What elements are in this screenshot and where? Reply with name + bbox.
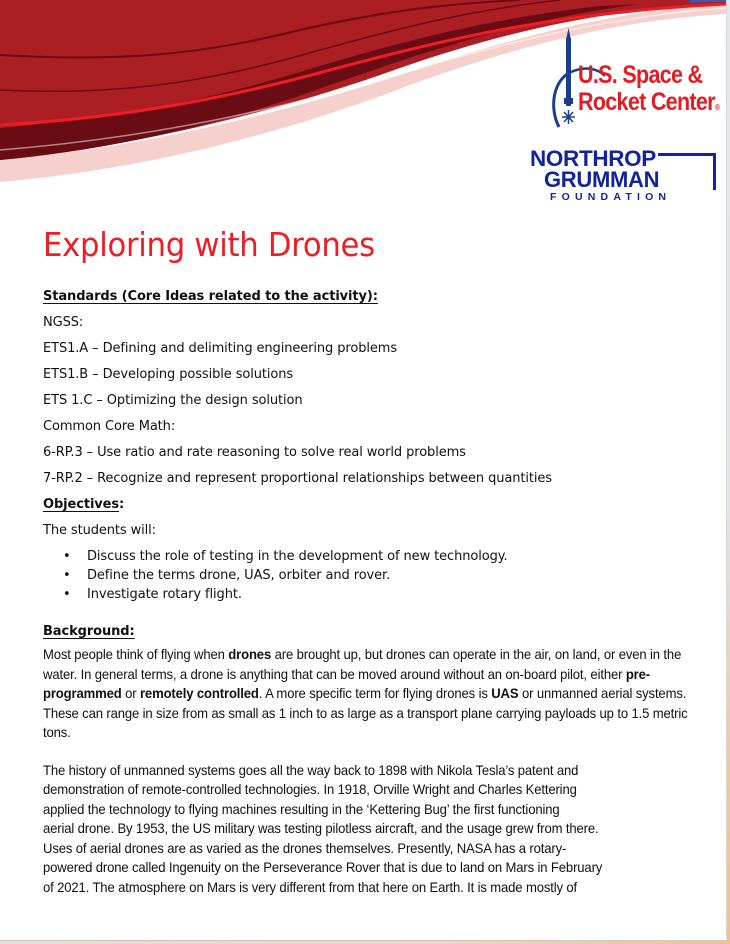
document-body bbox=[43, 222, 713, 897]
ussrc-logo-line1: U.S. Space & bbox=[578, 61, 703, 89]
ussrc-logo bbox=[545, 28, 725, 128]
ussrc-logo-line2: Rocket Center® bbox=[578, 88, 720, 116]
ng-logo-line1: NORTHROP bbox=[530, 146, 656, 171]
paragraph-line: powered drone called Ingenuity on the Perseverance Rover that is due to land on Mars in February bbox=[43, 859, 603, 875]
paragraph-line: of 2021. The atmosphere on Mars is very different from that here on Earth. It is made mostly of bbox=[43, 878, 578, 895]
paragraph-line: applied the technology to flying machines resulting in the ‘Kettering Bug’ the first functioning bbox=[43, 800, 560, 817]
math-item: 7-RP.2 – Recognize and represent proportional relationships between quantities bbox=[43, 471, 552, 486]
paragraph-line: demonstration of remote-controlled technologies. In 1918, Orville Wright and Charles Kettering bbox=[43, 781, 577, 797]
ng-logo-line2: GRUMMAN bbox=[544, 167, 660, 192]
page-title: Exploring with Drones bbox=[43, 225, 375, 264]
math-item: 6-RP.3 – Use ratio and rate reasoning to solve real world problems bbox=[43, 445, 466, 460]
northrop-grumman-foundation-logo bbox=[530, 148, 720, 208]
objectives-intro: The students will: bbox=[43, 523, 156, 538]
objectives-list bbox=[43, 547, 713, 604]
background-paragraph-2 bbox=[43, 761, 712, 898]
bullet-icon: • bbox=[63, 587, 71, 602]
paragraph-line: Uses of aerial drones are as varied as the drones themselves. Presently, NASA has a rotary- bbox=[43, 839, 567, 856]
list-item: • Define the terms drone, UAS, orbiter and rover. bbox=[63, 568, 391, 583]
background-heading: Background: bbox=[43, 624, 135, 639]
background-paragraph-1: Most people think of flying when drones are brought up, but drones can operate in the air, on land, or even in the water. In general terms, a drone is anything that can be moved around without an on-board pilot, either pre-programmed or remotely controlled. A more specific term for flying drones is UAS or unmanned aerial systems. These can range in size from as small as 1 inch to as large as a transport plane carrying payloads up to 1.5 metric tons. bbox=[43, 646, 688, 740]
ng-logo-line3: FOUNDATION bbox=[550, 191, 672, 203]
ngss-label: NGSS: bbox=[43, 315, 84, 330]
paragraph-line: The history of unmanned systems goes all the way back to 1898 with Nikola Tesla’s patent and bbox=[43, 761, 579, 778]
paragraph-line: aerial drone. By 1953, the US military was testing pilotless aircraft, and the usage grew from there. bbox=[43, 820, 599, 836]
objectives-heading: Objectives: bbox=[43, 497, 125, 512]
ng-bracket-horizontal bbox=[658, 153, 716, 156]
ngss-item: ETS1.B – Developing possible solutions bbox=[43, 367, 294, 382]
registered-mark: ® bbox=[714, 103, 720, 112]
ng-bracket-vertical bbox=[713, 153, 716, 190]
ngss-item: ETS 1.C – Optimizing the design solution bbox=[43, 393, 303, 408]
standards-heading: Standards (Core Ideas related to the activity): bbox=[43, 289, 378, 304]
bullet-icon: • bbox=[63, 549, 71, 564]
list-item: • Investigate rotary flight. bbox=[63, 587, 242, 602]
list-item: • Discuss the role of testing in the development of new technology. bbox=[63, 549, 508, 564]
math-label: Common Core Math: bbox=[43, 419, 176, 434]
bullet-icon: • bbox=[63, 568, 71, 583]
ngss-item: ETS1.A – Defining and delimiting engineering problems bbox=[43, 341, 397, 356]
